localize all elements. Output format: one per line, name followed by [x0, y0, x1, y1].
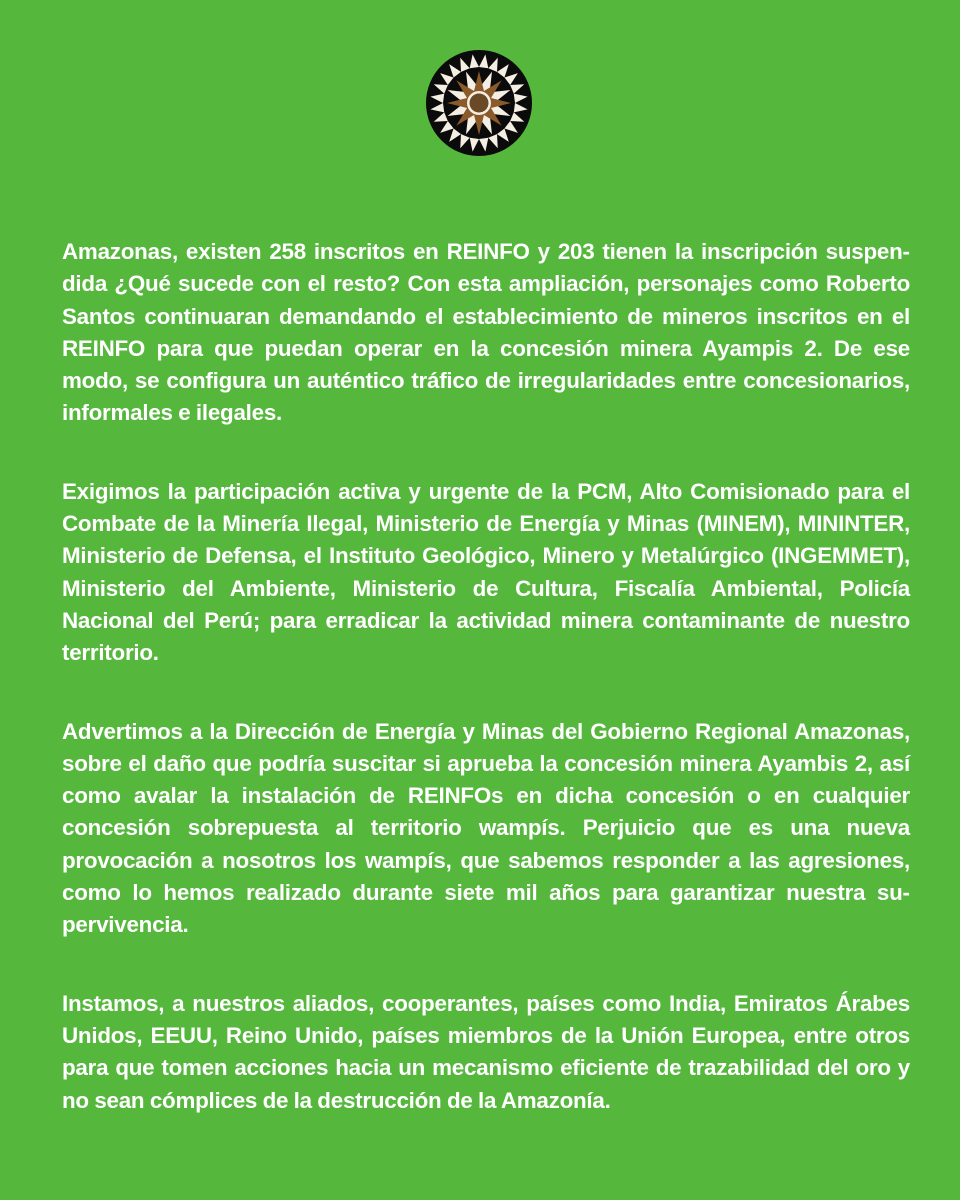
wampis-star-emblem-icon — [426, 50, 532, 156]
paragraph-instamos: Instamos, a nuestros aliados, cooperantes, países como India, Emiratos Árabes Unidos, EEUU, Reino Unido, países miembros de la Unión Europea, entre otros para que tomen acciones hacia un mecanismo eficiente de trazabilidad del oro y no sean cómplices de la destrucción de la Amazonía. — [62, 990, 910, 1113]
paragraph-reinfo-amazonas: Amazonas, existen 258 inscritos en REINFO y 203 tienen la inscripción suspendida ¿Qué sucede con el resto? Con esta ampliación, personajes como Roberto Santos continuaran demandando el establecimiento de mineros inscritos en el REINFO para que puedan operar en la concesión minera Ayampis 2. De ese modo, se configura un auténtico tráfico de irregularidades entre concesionarios, informales e ilegales. — [62, 239, 910, 426]
emblem-center-dot — [470, 94, 489, 113]
emblem-graphic — [426, 50, 532, 156]
article-body — [62, 236, 910, 1117]
paragraph-advertimos: Advertimos a la Dirección de Energía y Minas del Gobierno Regional Amazonas, sobre el daño que podría suscitar si aprueba la concesión minera Ayambis 2, así como avalar la instalación de REINFOs en dicha concesión o en cualquier concesión sobrepuesta al territorio wampís. Perjuicio que es una nueva provocación a nosotros los wampís, que sabemos responder a las agresiones, como lo hemos realizado durante siete mil años para garantizar nuestra supervivencia. — [62, 718, 910, 938]
paragraph-exigimos: Exigimos la participación activa y urgente de la PCM, Alto Comisionado para el Combate de la Minería Ilegal, Ministerio de Energía y Minas (MINEM), MININTER, Ministerio de Defensa, el Instituto Geológico, Minero y Metalúrgico (INGEMMET), Ministerio del Ambiente, Ministerio de Cultura, Fiscalía Ambiental, Policía Nacional del Perú; para erradicar la actividad minera contaminante de nuestro territorio. — [62, 478, 910, 666]
